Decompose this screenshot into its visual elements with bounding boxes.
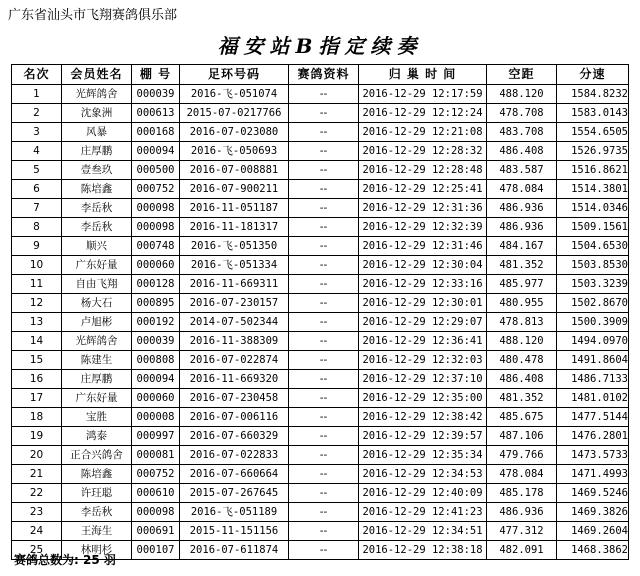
cell-ring: 2016-07-660664	[180, 465, 289, 484]
cell-ring: 2016-飞-051189	[180, 503, 289, 522]
cell-time: 2016-12-29 12:31:36	[359, 199, 487, 218]
cell-loft: 000192	[132, 313, 180, 332]
cell-info: --	[289, 522, 359, 541]
cell-speed: 1494.0970	[557, 332, 629, 351]
cell-loft: 000500	[132, 161, 180, 180]
table-row	[12, 389, 629, 408]
cell-dist: 481.352	[487, 256, 557, 275]
cell-dist: 486.408	[487, 142, 557, 161]
cell-loft: 000128	[132, 275, 180, 294]
cell-time: 2016-12-29 12:39:57	[359, 427, 487, 446]
cell-name: 李岳秋	[62, 218, 132, 237]
cell-ring: 2016-07-022874	[180, 351, 289, 370]
cell-rank: 13	[12, 313, 62, 332]
cell-loft: 000752	[132, 180, 180, 199]
cell-rank: 14	[12, 332, 62, 351]
cell-speed: 1491.8604	[557, 351, 629, 370]
cell-dist: 479.766	[487, 446, 557, 465]
cell-loft: 000060	[132, 256, 180, 275]
cell-name: 自由飞翔	[62, 275, 132, 294]
col-header-speed: 分速	[557, 65, 629, 85]
cell-time: 2016-12-29 12:17:59	[359, 85, 487, 104]
cell-time: 2016-12-29 12:38:18	[359, 541, 487, 560]
cell-name: 顺兴	[62, 237, 132, 256]
cell-ring: 2016-07-660329	[180, 427, 289, 446]
cell-ring: 2014-07-502344	[180, 313, 289, 332]
cell-rank: 21	[12, 465, 62, 484]
cell-name: 陈培鑫	[62, 180, 132, 199]
cell-name: 风暴	[62, 123, 132, 142]
cell-dist: 478.708	[487, 104, 557, 123]
cell-rank: 4	[12, 142, 62, 161]
cell-time: 2016-12-29 12:35:00	[359, 389, 487, 408]
cell-ring: 2016-07-900211	[180, 180, 289, 199]
cell-speed: 1584.8232	[557, 85, 629, 104]
cell-rank: 16	[12, 370, 62, 389]
cell-dist: 486.936	[487, 199, 557, 218]
cell-rank: 2	[12, 104, 62, 123]
col-header-rank: 名次	[12, 65, 62, 85]
cell-speed: 1486.7133	[557, 370, 629, 389]
cell-rank: 10	[12, 256, 62, 275]
cell-ring: 2015-11-151156	[180, 522, 289, 541]
cell-loft: 000039	[132, 332, 180, 351]
cell-name: 光辉鸽舍	[62, 332, 132, 351]
cell-dist: 485.675	[487, 408, 557, 427]
cell-dist: 486.408	[487, 370, 557, 389]
cell-name: 陈建生	[62, 351, 132, 370]
cell-time: 2016-12-29 12:21:08	[359, 123, 487, 142]
cell-name: 陈培鑫	[62, 465, 132, 484]
cell-ring: 2016-07-230157	[180, 294, 289, 313]
cell-name: 李岳秋	[62, 503, 132, 522]
cell-loft: 000808	[132, 351, 180, 370]
cell-info: --	[289, 465, 359, 484]
cell-ring: 2016-飞-051334	[180, 256, 289, 275]
table-row	[12, 199, 629, 218]
cell-loft: 000081	[132, 446, 180, 465]
total-count: 赛鸽总数为: 25 羽	[14, 553, 116, 567]
cell-name: 光辉鸽舍	[62, 85, 132, 104]
page-title: 福安站B指定续奏	[217, 34, 423, 58]
cell-info: --	[289, 123, 359, 142]
cell-info: --	[289, 294, 359, 313]
cell-speed: 1476.2801	[557, 427, 629, 446]
cell-ring: 2016-07-611874	[180, 541, 289, 560]
cell-dist: 477.312	[487, 522, 557, 541]
cell-loft: 000094	[132, 142, 180, 161]
cell-speed: 1500.3909	[557, 313, 629, 332]
cell-time: 2016-12-29 12:36:41	[359, 332, 487, 351]
cell-info: --	[289, 104, 359, 123]
cell-ring: 2016-飞-051350	[180, 237, 289, 256]
cell-speed: 1514.0346	[557, 199, 629, 218]
cell-ring: 2016-11-669320	[180, 370, 289, 389]
cell-info: --	[289, 332, 359, 351]
cell-rank: 18	[12, 408, 62, 427]
cell-name: 庄厚鹏	[62, 370, 132, 389]
table-row	[12, 351, 629, 370]
cell-speed: 1471.4993	[557, 465, 629, 484]
cell-info: --	[289, 351, 359, 370]
cell-dist: 487.106	[487, 427, 557, 446]
cell-rank: 25	[12, 541, 62, 560]
cell-speed: 1526.9735	[557, 142, 629, 161]
cell-time: 2016-12-29 12:41:23	[359, 503, 487, 522]
cell-rank: 11	[12, 275, 62, 294]
cell-rank: 8	[12, 218, 62, 237]
cell-loft: 000094	[132, 370, 180, 389]
cell-loft: 000060	[132, 389, 180, 408]
cell-info: --	[289, 408, 359, 427]
cell-loft: 000098	[132, 503, 180, 522]
table-row	[12, 142, 629, 161]
cell-speed: 1503.3239	[557, 275, 629, 294]
cell-dist: 478.813	[487, 313, 557, 332]
cell-ring: 2015-07-0217766	[180, 104, 289, 123]
cell-loft: 000008	[132, 408, 180, 427]
cell-speed: 1504.6530	[557, 237, 629, 256]
cell-dist: 486.936	[487, 218, 557, 237]
cell-info: --	[289, 541, 359, 560]
cell-name: 宝胜	[62, 408, 132, 427]
cell-info: --	[289, 199, 359, 218]
table-row	[12, 123, 629, 142]
cell-time: 2016-12-29 12:25:41	[359, 180, 487, 199]
cell-dist: 484.167	[487, 237, 557, 256]
cell-rank: 17	[12, 389, 62, 408]
cell-ring: 2016-07-023080	[180, 123, 289, 142]
cell-info: --	[289, 256, 359, 275]
cell-info: --	[289, 180, 359, 199]
cell-speed: 1502.8670	[557, 294, 629, 313]
cell-loft: 000613	[132, 104, 180, 123]
table-row	[12, 465, 629, 484]
table-row	[12, 275, 629, 294]
cell-time: 2016-12-29 12:28:48	[359, 161, 487, 180]
cell-ring: 2016-11-669311	[180, 275, 289, 294]
cell-name: 李岳秋	[62, 199, 132, 218]
cell-rank: 24	[12, 522, 62, 541]
cell-ring: 2016-飞-051074	[180, 85, 289, 104]
cell-info: --	[289, 389, 359, 408]
results-table	[11, 64, 629, 560]
cell-dist: 480.955	[487, 294, 557, 313]
table-row	[12, 180, 629, 199]
header-row	[12, 65, 629, 85]
cell-name: 许玨聪	[62, 484, 132, 503]
cell-time: 2016-12-29 12:32:03	[359, 351, 487, 370]
table-row	[12, 332, 629, 351]
cell-rank: 3	[12, 123, 62, 142]
cell-loft: 000098	[132, 199, 180, 218]
table-row	[12, 427, 629, 446]
col-header-ring: 足环号码	[180, 65, 289, 85]
cell-rank: 20	[12, 446, 62, 465]
cell-rank: 1	[12, 85, 62, 104]
cell-info: --	[289, 427, 359, 446]
cell-name: 正合兴鸽舍	[62, 446, 132, 465]
cell-ring: 2016-11-181317	[180, 218, 289, 237]
cell-name: 广东好量	[62, 389, 132, 408]
cell-speed: 1469.2604	[557, 522, 629, 541]
cell-speed: 1469.5246	[557, 484, 629, 503]
col-header-info: 赛鸽资料	[289, 65, 359, 85]
cell-name: 林明杉	[62, 541, 132, 560]
cell-loft: 000098	[132, 218, 180, 237]
cell-time: 2016-12-29 12:40:09	[359, 484, 487, 503]
cell-speed: 1514.3801	[557, 180, 629, 199]
cell-time: 2016-12-29 12:31:46	[359, 237, 487, 256]
table-row	[12, 85, 629, 104]
col-header-loft: 棚 号	[132, 65, 180, 85]
table-row	[12, 522, 629, 541]
cell-time: 2016-12-29 12:34:53	[359, 465, 487, 484]
table-row	[12, 370, 629, 389]
table-row	[12, 256, 629, 275]
cell-dist: 478.084	[487, 465, 557, 484]
cell-ring: 2016-07-008881	[180, 161, 289, 180]
cell-loft: 000039	[132, 85, 180, 104]
cell-loft: 000168	[132, 123, 180, 142]
cell-speed: 1481.0102	[557, 389, 629, 408]
cell-rank: 7	[12, 199, 62, 218]
table-row	[12, 484, 629, 503]
cell-info: --	[289, 275, 359, 294]
cell-time: 2016-12-29 12:28:32	[359, 142, 487, 161]
cell-ring: 2016-飞-050693	[180, 142, 289, 161]
cell-loft: 000610	[132, 484, 180, 503]
cell-speed: 1477.5144	[557, 408, 629, 427]
cell-info: --	[289, 484, 359, 503]
cell-loft: 000107	[132, 541, 180, 560]
cell-loft: 000752	[132, 465, 180, 484]
cell-speed: 1554.6505	[557, 123, 629, 142]
cell-dist: 488.120	[487, 332, 557, 351]
cell-ring: 2016-11-388309	[180, 332, 289, 351]
table-row	[12, 237, 629, 256]
cell-time: 2016-12-29 12:35:34	[359, 446, 487, 465]
cell-ring: 2016-07-006116	[180, 408, 289, 427]
cell-ring: 2016-07-022833	[180, 446, 289, 465]
cell-dist: 483.587	[487, 161, 557, 180]
cell-rank: 19	[12, 427, 62, 446]
cell-ring: 2016-11-051187	[180, 199, 289, 218]
cell-time: 2016-12-29 12:37:10	[359, 370, 487, 389]
cell-ring: 2016-07-230458	[180, 389, 289, 408]
cell-info: --	[289, 237, 359, 256]
cell-info: --	[289, 142, 359, 161]
table-row	[12, 161, 629, 180]
cell-speed: 1503.8530	[557, 256, 629, 275]
cell-dist: 485.977	[487, 275, 557, 294]
table-row	[12, 503, 629, 522]
cell-speed: 1473.5733	[557, 446, 629, 465]
table-row	[12, 294, 629, 313]
cell-rank: 9	[12, 237, 62, 256]
cell-time: 2016-12-29 12:32:39	[359, 218, 487, 237]
cell-rank: 12	[12, 294, 62, 313]
cell-loft: 000895	[132, 294, 180, 313]
cell-rank: 22	[12, 484, 62, 503]
table-row	[12, 408, 629, 427]
cell-dist: 485.178	[487, 484, 557, 503]
cell-loft: 000748	[132, 237, 180, 256]
cell-time: 2016-12-29 12:38:42	[359, 408, 487, 427]
cell-time: 2016-12-29 12:12:24	[359, 104, 487, 123]
cell-name: 广东好量	[62, 256, 132, 275]
cell-speed: 1509.1561	[557, 218, 629, 237]
cell-dist: 483.708	[487, 123, 557, 142]
cell-rank: 5	[12, 161, 62, 180]
cell-dist: 486.936	[487, 503, 557, 522]
cell-name: 庄厚鹏	[62, 142, 132, 161]
cell-time: 2016-12-29 12:34:51	[359, 522, 487, 541]
cell-time: 2016-12-29 12:30:04	[359, 256, 487, 275]
cell-dist: 488.120	[487, 85, 557, 104]
cell-info: --	[289, 313, 359, 332]
cell-name: 杨大石	[62, 294, 132, 313]
cell-name: 鸿泰	[62, 427, 132, 446]
cell-time: 2016-12-29 12:33:16	[359, 275, 487, 294]
cell-name: 王海生	[62, 522, 132, 541]
cell-ring: 2015-07-267645	[180, 484, 289, 503]
cell-info: --	[289, 85, 359, 104]
cell-rank: 23	[12, 503, 62, 522]
cell-speed: 1468.3862	[557, 541, 629, 560]
cell-rank: 6	[12, 180, 62, 199]
cell-speed: 1516.8621	[557, 161, 629, 180]
cell-loft: 000691	[132, 522, 180, 541]
table-row	[12, 218, 629, 237]
cell-info: --	[289, 370, 359, 389]
cell-loft: 000997	[132, 427, 180, 446]
table-row	[12, 446, 629, 465]
col-header-time: 归 巢 时 间	[359, 65, 487, 85]
cell-dist: 478.084	[487, 180, 557, 199]
cell-dist: 480.478	[487, 351, 557, 370]
cell-info: --	[289, 161, 359, 180]
cell-dist: 482.091	[487, 541, 557, 560]
cell-name: 卢旭彬	[62, 313, 132, 332]
cell-speed: 1469.3826	[557, 503, 629, 522]
table-row	[12, 104, 629, 123]
cell-rank: 15	[12, 351, 62, 370]
cell-time: 2016-12-29 12:30:01	[359, 294, 487, 313]
col-header-name: 会员姓名	[62, 65, 132, 85]
cell-speed: 1583.0143	[557, 104, 629, 123]
table-row	[12, 313, 629, 332]
cell-time: 2016-12-29 12:29:07	[359, 313, 487, 332]
club-name: 广东省汕头市飞翔赛鸽俱乐部	[8, 8, 178, 23]
results-body	[12, 85, 629, 560]
cell-dist: 481.352	[487, 389, 557, 408]
cell-info: --	[289, 446, 359, 465]
cell-info: --	[289, 218, 359, 237]
col-header-dist: 空距	[487, 65, 557, 85]
cell-name: 壹叁玖	[62, 161, 132, 180]
cell-info: --	[289, 503, 359, 522]
cell-name: 沈象洲	[62, 104, 132, 123]
